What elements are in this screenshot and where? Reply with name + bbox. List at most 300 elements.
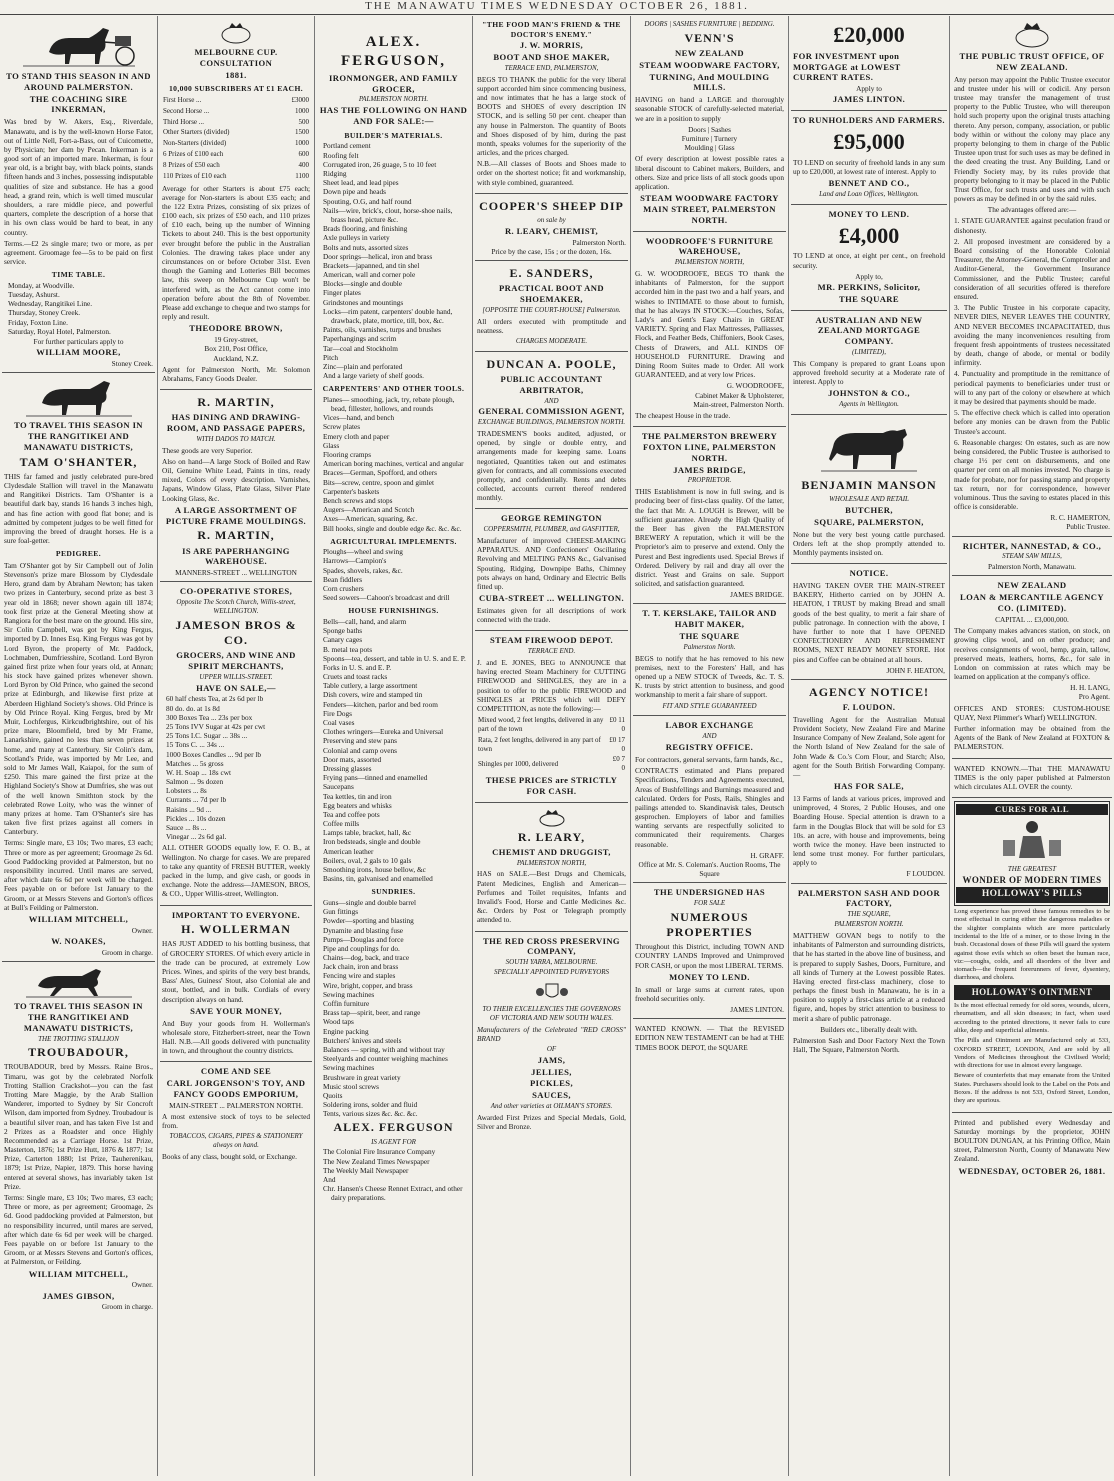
venn-list-item: Doors | Sashes	[688, 124, 731, 134]
manson-title: BENJAMIN MANSON	[801, 478, 937, 493]
masthead-text: THE MANAWATU TIMES WEDNESDAY OCTOBER 26, 1881.	[365, 0, 749, 12]
aus-nz-title: AUSTRALIAN AND NEW ZEALAND MORTGAGE COMPANY.	[815, 314, 923, 347]
public-trust-ad	[952, 16, 1112, 537]
money-to-lend: MONEY TO LEND.	[669, 971, 750, 982]
list-item: Saucepans	[323, 782, 354, 792]
numerous-properties: NUMEROUS PROPERTIES	[666, 910, 753, 940]
ferguson-ad	[317, 16, 470, 1208]
brewery-signature: JAMES BRIDGE.	[730, 590, 784, 600]
list-item: Axes—American, squaring, &c.	[323, 514, 418, 524]
price-amount: £0 7 0	[612, 755, 625, 773]
money-lend-name: MR. PERKINS, Solicitor,	[817, 281, 921, 292]
cup-name: THEODORE BROWN,	[189, 323, 283, 334]
price-item: Sauce ... 8s ...	[166, 823, 207, 833]
poole-subtitle-3: GENERAL COMMISSION AGENT,	[478, 406, 625, 417]
martin-heading-3: IS ARE PAPERHANGING WAREHOUSE.	[182, 545, 290, 567]
venn-subtitle-2: STEAM WOODWARE FACTORY,	[639, 59, 780, 70]
list-item: Sewing machines	[323, 989, 375, 999]
list-item: The Weekly Mail Newspaper	[323, 1165, 409, 1175]
sanders-ad	[475, 261, 628, 352]
column-6	[791, 16, 947, 1476]
price-item: 60 half chests Tea, at 2s 6d per lb	[166, 694, 264, 704]
bakery-notice-ad	[791, 564, 947, 680]
aus-nz-name: JOHNSTON & CO.,	[828, 388, 910, 399]
prize-label: Other Starters (divided)	[163, 128, 230, 137]
tam-oshanter-body: THIS far famed and justly celebrated pure-bred Clydesdale Stallion will travel in the Manawatu and Rangitikei Districts. Tam O'Shanter is a beautiful dark bay, stands 16 hands 3 inches high, and has fine action with good flat bone; and is admitted by competent judges to be well fitted for improving the breed of draught horses. He is a sure foal-getter.	[4, 471, 153, 546]
tam-oshanter-ad	[2, 373, 155, 962]
list-item: Fire Dogs	[323, 708, 352, 718]
red-cross-title: THE RED CROSS PRESERVING COMPANY,	[482, 935, 621, 957]
inkerman-body: Was bred by W. Akers, Esq., Riverdale, Manawatu, and is by the well-known Horse Fator, out of Little Nell, Fort-a-Bass, out of Cuicomette, by Physician; her dam by Pecan. Inkerman is a good sort of an imported mare. Inkerman, is four year old, is a bright bay, with black points, stands fifteen hands and 3 inches, possessing indisputable qualities of size and substance. He has a good head, a grand rein, which is well timed muscular shoulders, a rare middle piece, and powerful quarters, complete the description of a horse that in his own class would be hard to beat, in any country.	[4, 117, 153, 237]
agency-body-2: 13 Farms of lands at various prices, improved and unimproved, 4 Stores, 2 Public Houses, and one Boarding House. Special attention is drawn to a farm in the Douglas Block that will be sold for £3 10s. an acre, with house and improvements, being worth twice the money. Have been instructed to lend some trust money. For further particulars, apply to	[793, 793, 945, 868]
list-item: Powder—sporting and blasting	[323, 916, 414, 926]
list-item: Harrows—Campion's	[323, 556, 387, 566]
advantage-item: 4. Punctuality and promptitude in the remittance of periodical payments to beneficiaries under trust or will to any part of the colony or elsewhere at which it may be desired that payments should be made.	[954, 369, 1110, 407]
sash-subtitle: THE SQUARE,	[847, 910, 891, 919]
leary-body: HAS on SALE.—Best Drugs and Chemicals, Patent Medicines, English and American—Perfumes and Toilet requisites, Infants and Invalid's Food, Horse and Cattle Medicines &c. &c. Orders by Post or Telegraph promptly attended to.	[477, 869, 626, 925]
richter-ad	[952, 537, 1112, 577]
tam-oshanter-groom: W. NOAKES,	[51, 936, 106, 946]
column-rule	[157, 16, 158, 1476]
prize-table	[162, 95, 310, 182]
ferguson-subtitle: IRONMONGER, AND FAMILY GROCER,	[329, 72, 458, 94]
list-item: Clothes wringers—Eureka and Universal	[323, 727, 444, 737]
brewery-title: THE PALMERSTON BREWERY FOXTON LINE, PALMERSTON NORTH.	[641, 431, 778, 463]
leary-title: R. LEARY,	[517, 829, 586, 844]
prize-amount: 1100	[295, 171, 309, 180]
brewery-ad	[633, 427, 786, 604]
labor-name: H. GRAFF.	[750, 850, 784, 860]
agency-name: F. LOUDON.	[842, 702, 896, 712]
advantage-item: 6. Reasonable charges: On estates, such as are now being considered, the Public Trustee is authorised to charge 1½ per cent on disbursements, and one quarter per cent on all monies invested. No charge is made for probate, nor for passing stamp and property tax return, nor for correspondence, however voluminous. Thus the saving to estates placed in this office is considerable.	[954, 437, 1110, 512]
prize-row	[162, 160, 310, 171]
holloway-banner	[954, 801, 1110, 906]
money-lend-title: MONEY TO LEND.	[828, 208, 910, 219]
nz-loan-role: Pro Agent.	[1078, 692, 1110, 702]
royal-crest-icon	[1012, 22, 1052, 48]
list-item: American, wall and corner pole	[323, 270, 416, 280]
cup-address: Box 210, Post Office,	[204, 344, 268, 354]
manson-body: None but the very best young cattle purchased. Orders left at the shop promptly attended to. Monthly payments insisted on.	[793, 529, 945, 557]
holloway-body-3: The Pills and Ointment are Manufactured only at 533, OXFORD STREET, LONDON, And are sold by all Vendors of Medicines throughout the Civilised World; with directions for use in almost every language.	[954, 1037, 1110, 1070]
list-item: Paperhangings and scrim	[323, 334, 397, 344]
sash-factory-ad	[791, 884, 947, 1061]
martin-title: R. MARTIN,	[197, 395, 275, 410]
prize-amount: 1500	[295, 128, 309, 137]
list-item: And a large variety of shelf goods.	[323, 371, 424, 381]
money-lend-ad	[791, 205, 947, 311]
important-heading: IMPORTANT TO EVERYONE.	[171, 909, 301, 920]
list-item: Screw plates	[323, 422, 361, 432]
list-item: Ploughs—wheel and swing	[323, 547, 403, 557]
advantage-item: 5. The effective check which is called into operation before any monies can be drawn from the Public Trustee's account.	[954, 408, 1110, 436]
price-row	[477, 735, 626, 755]
aus-nz-body: This Company is prepared to grant Loans upon approved freehold security at a Moderate rate of interest. Apply to	[793, 358, 945, 387]
list-item: Colonial and camp ovens	[323, 745, 397, 755]
jorgenson-body-3: Books of any class, bought sold, or Exchange.	[162, 1152, 297, 1162]
troubadour-body: TROUBADOUR, bred by Messrs. Raine Bros., Timaru, was got by the celebrated Norfolk Trotting Stallion Crackshot—you can the fast Trotting Mare Maggie, by the Arab Stallion Wanderer, imported to Sydney by Sir Concroft Wilson, dam imported from Sydney. Troubadour is a beautiful silver roan, and has taken Five 1st and 2 Prizes as a Roadster and once Highly Recommended as a Carriage Horse. 1st Prize, Masterton, 1876; 1st Prize Hutt, 1876 & 1877; 1st Prize, Carterton 1880; 1st Prize, Tauherenikau, 1879; 1st Prize, Napier, 1879. This horse having entered at several shows, has invariably taken 1st Prize.	[4, 1062, 153, 1191]
list-item: Spades, shovels, rakes, &c.	[323, 565, 403, 575]
coop-subtitle: Opposite The Scotch Church, Willis-street, WELLINGTON.	[176, 598, 296, 616]
holloway-body: Long experience has proved these famous remedies to be most effectual in curing either the dangerous maladies or the slighter complaints which are more particularly incidental to the life of a miner, or to those living in the bush. Occasional doses of these Pills will guard the system against those evils which so often beset the human race, viz:—coughs, colds, and all disorders of the liver and stomach—the frequent forerunners of fever, dysentery, diarrhoea, and cholera.	[954, 908, 1110, 982]
builders-materials-list	[319, 141, 468, 380]
holloway-body-2: Is the most effectual remedy for old sores, wounds, ulcers, rheumatism, and all skin diseases; in fact, when used according to the printed directions, it never fails to cure alike, deep and superficial ailments.	[954, 1002, 1110, 1034]
agency-heading: HAS FOR SALE,	[834, 781, 904, 792]
ferguson-title: ALEX. FERGUSON,	[340, 34, 447, 69]
properties-body: Throughout this District, including TOWN AND COUNTRY LANDS Improved and Unimproved FOR CASH, or upon the most LIBERAL TERMS.	[635, 942, 784, 970]
agricultural-list	[319, 547, 468, 602]
red-cross-subtitle: SPECIALLY APPOINTED PURVEYORS	[493, 968, 610, 977]
nz-loan-capital: CAPITAL ... £3,000,000.	[995, 614, 1069, 624]
list-item: Soldering irons, solder and fluid	[323, 1100, 418, 1110]
price-item: Matches ... 5s gross	[166, 758, 224, 768]
coat-of-arms-icon	[534, 980, 570, 1002]
list-item: Brass tap—spirit, beer, and range	[323, 1008, 421, 1018]
list-item: Frying pans—tinned and enamelled	[323, 773, 428, 783]
list-item: Gun fittings	[323, 907, 359, 917]
list-item: Wood taps	[323, 1017, 354, 1027]
column-rule	[472, 16, 473, 1476]
sanders-body: All orders executed with promptitude and neatness.	[477, 316, 626, 335]
list-item: Balances — spring, with and without tray	[323, 1044, 445, 1054]
price-amount: £0 11 0	[609, 716, 625, 733]
coop-title: CO-OPERATIVE STORES,	[179, 586, 293, 597]
list-item: Flooring cramps	[323, 450, 372, 460]
list-item: Pipe and couplings for do.	[323, 943, 400, 953]
investment-apply: Apply to	[856, 84, 882, 94]
list-item: Corn crushers	[323, 584, 364, 594]
troubadour-terms: Terms: Single mare, £3 10s; Two mares, £3 each; Three or more, as per agreement; Groomage, 2s 6d. Good paddocking provided at Palmerston, but no responsibility incurred, until mares are served, after which date 6s 6d per week will be charged. Fees payable on or before 1st January to the Groom, or at Messrs Stevens and Gorton's offices, at Palmerston, or Feilding.	[4, 1193, 153, 1267]
poole-body: TRADESMEN'S books audited, adjusted, or opened, by single or double entry, and arrangements made for keeping same. Loans negotiated, Quantities taken out and estimates given for contracts, and all commissions executed promptly, and confidentially. Rents and debts collected, accounts current thereof rendered monthly.	[477, 428, 626, 503]
money-lend-amount: £4,000	[838, 222, 900, 248]
investment-ad	[791, 16, 947, 111]
firewood-body: J. and E. JONES, BEG to ANNOUNCE that having erected Steam Machinery for CUTTING FIREWOOD and SHINGLES, they are in a position to offer to the public FIREWOOD and SHINGLES at PRICES which will DEFY COMPETITION, as note the following:—	[477, 658, 626, 713]
list-item: Spouting, O.G, and half round	[323, 196, 412, 206]
labor-title: LABOR EXCHANGE	[665, 720, 754, 731]
remington-footer: Estimates given for all descriptions of work connected with the trade.	[477, 606, 626, 625]
labor-and: AND	[702, 732, 717, 741]
runholders-name: BENNET AND CO.,	[828, 178, 910, 189]
cup-address: Auckland, N.Z.	[213, 353, 259, 363]
list-item: Wire, bright, copper, and brass	[323, 980, 413, 990]
runholders-body: TO LEND on security of freehold lands in any sum up to £20,000, at lowest rate of interest. Apply to	[793, 157, 945, 176]
bull-illustration	[819, 421, 919, 475]
sash-footer: Palmerston Sash and Door Factory Next the Town Hall, The Square, Palmerston North.	[793, 1036, 945, 1055]
come-and-see: COME AND SEE	[200, 1066, 272, 1077]
firewood-footer: THESE PRICES are STRICTLY FOR CASH.	[485, 775, 618, 796]
list-item: Iron bedsteads, single and double	[323, 837, 421, 847]
jorgenson-body-2: TOBACCOS, CIGARS, PIPES & STATIONERY always on hand.	[169, 1132, 303, 1150]
tam-oshanter-owner: WILLIAM MITCHELL,	[28, 913, 129, 924]
money-lend-place: THE SQUARE	[838, 293, 900, 304]
horse-and-cart-illustration	[19, 22, 139, 68]
list-item: Brads flooring, and finishing	[323, 224, 408, 234]
list-item: Quoits	[323, 1090, 343, 1100]
wollerman-body: HAS JUST ADDED to his bottling business, that of GROCERY STORES. Of which every article in the trade can be procured, at extremely Low Prices. Wines, and spirits of the very best brands, Bass' Ales, Guiness' Stout, also Colonial ale and stout, bottled, and in bulk. Cordials of every description always on hand.	[162, 939, 310, 1004]
red-cross-item: PICKLES,	[529, 1078, 574, 1089]
list-item: Nails—wire, brick's, clout, horse-shoe nails, brass head, picture &c.	[323, 205, 453, 224]
red-cross-of: OF	[546, 1044, 557, 1053]
remington-ad	[475, 509, 628, 631]
price-item: Salmon ... 9s dozen	[166, 777, 224, 787]
firewood-prices	[477, 715, 626, 774]
woodroofe-footer: The cheapest House in the trade.	[635, 410, 731, 420]
sanders-title: E. SANDERS,	[509, 265, 594, 280]
list-item: Down pipe and heads	[323, 187, 387, 197]
holloway-top: CURES FOR ALL	[956, 804, 1108, 815]
prize-amount: £3000	[291, 96, 309, 105]
price-label: Shingles per 1000, delivered	[478, 759, 559, 768]
house-furnishings-heading: HOUSE FURNISHINGS.	[348, 606, 439, 616]
labor-exchange-ad	[633, 716, 786, 883]
nz-loan-body: The Company makes advances station, on stock, on growing clips wool, and on other produce; and receives consignments of wool, hemp, grain, tallow, preserved meats, leathers, horns, &c., for sale in London on commission at rates which may be learned on application at the company's office.	[954, 626, 1110, 682]
time-table-item: Friday, Foxton Line.	[8, 317, 68, 327]
manson-ad	[791, 415, 947, 564]
firewood-ad	[475, 631, 628, 802]
sundries-list	[319, 898, 468, 1119]
pedigree-heading: PEDIGREE.	[55, 549, 102, 559]
poole-and: AND	[544, 396, 559, 405]
prize-amount: 1000	[295, 139, 309, 148]
list-item: Vices—hand, and bench	[323, 413, 395, 423]
list-item: Egg beaters and whisks	[323, 800, 392, 810]
list-item: Door mats, assorted	[323, 754, 382, 764]
time-table-item: Saturday, Royal Hotel, Palmerston.	[8, 326, 111, 336]
list-item: Finger plates	[323, 288, 361, 298]
agency-body: Travelling Agent for the Australian Mutual Provident Society, New Zealand Fire and Marine Insurance Company of New Zealand, Sole agent for the North Island of New Zealand for the sale of John Wade & Co.'s Corn Flour, and Starch; Also, agent for the South British Forwarding Company.—	[793, 714, 945, 779]
nz-loan-title: NEW ZEALAND	[997, 580, 1067, 591]
list-item: Chains—dog, back, and trace	[323, 953, 410, 963]
price-item: Pickles ... 10s dozen	[166, 813, 226, 823]
list-item: Engine packing	[323, 1026, 369, 1036]
list-item: Glass	[323, 440, 340, 450]
agency-title: AGENCY NOTICE!	[809, 684, 929, 699]
list-item: Preserving and stew pans	[323, 736, 397, 746]
column-rule	[314, 16, 315, 1476]
prize-amount: 600	[298, 150, 309, 159]
list-item: Sewing machines	[323, 1063, 375, 1073]
list-item: Coffin furniture	[323, 999, 370, 1009]
column-5	[633, 16, 786, 1476]
ferguson-agent: IS AGENT FOR	[371, 1137, 416, 1146]
labor-address: Office at Mr. S. Coleman's. Auction Rooms, The Square	[638, 860, 781, 879]
list-item: Guns—single and double barrel	[323, 897, 417, 907]
list-item: Tea and coffee pots	[323, 809, 380, 819]
inkerman-ad	[2, 16, 155, 373]
pedigree-body: Tam O'Shanter got by Sir Campbell out of Jolin Stevenson's prize mare Blossom by Clydesdale Hero, grand dam by Abraham Newton; has taken two prizes in Canterbury, second prize as best 3 year old in 1868; never shown again till 1874; took first prize at the General Meeting show at Rangiora for the best mare on the ground. His sire, Sir Colin Campbell, was got by King Fergus, imported by D. Innes Esq. King Fergus was got by Lord Byron, the property of Mr. Paddock, Lochmaben, Dumfriesshire, Scotland. Lord Byron gained first prize when four years old, at Annan; his stock have gained prizes whenever shown. Lord Byron by Old Prince, who gained the second prize at Edinburgh, and likewise first prize at Aberdeen Highland Society's shows. Old Prince is by Old Prince Royal. King Fergus, bred by Mr Muir, Lochfergus, Kirkcudbrightshire, out of his prize mare, Bloomfield, bred by Mr Frame, Lanarkshire, gained no less than seven prizes at home, and many at Canterbury. Sir Colin's dam, Scotland's Pride, was imported by Mr Lee, and sold to Mr James Wall, Kaiapoi, for the sum of £250. This mare gained the first prize at the Highland Society's Show at Dumfries, she was out of the well known Smithton stock by the celebrated Rowe Loity, who was the winner of many prizes at home. Tam O'Shanter's sire has taken five first prizes against all comers in Canterbury.	[4, 560, 153, 837]
list-item: Sponge baths	[323, 626, 363, 636]
runholders-subtitle: Land and Loan Offices, Wellington.	[819, 189, 919, 198]
properties-name: JAMES LINTON.	[730, 1005, 784, 1015]
wollerman-title: H. WOLLERMAN	[181, 922, 291, 937]
list-item: Cruets and toast racks	[323, 672, 388, 682]
woodroofe-address: PALMERSTON NORTH,	[674, 258, 745, 267]
list-item: Carpenter's baskets	[323, 486, 380, 496]
list-item: Dynamite and blasting fuse	[323, 925, 404, 935]
groom-role: Groom in charge.	[101, 1302, 153, 1312]
martin-body: Also on hand—A large Stock of Boiled and Raw Oil, Genuine White Lead, Paints in tins, ready mixed, Colors of every description. Varnishes, Japans, Window Glass, Plate Glass, Silver Plate Looking Glass, &c.	[162, 456, 310, 503]
column-rule	[949, 16, 950, 1476]
red-cross-item: SAUCES,	[532, 1090, 571, 1101]
undersigned-title: THE UNDERSIGNED HAS	[653, 887, 766, 898]
list-item: Roofing felt	[323, 150, 359, 160]
carpenters-tools-heading: CARPENTERS' AND OTHER TOOLS.	[322, 384, 465, 394]
sash-body: MATTHEW GOVAN begs to notify to the inhabitants of Palmerston and surrounding districts, that he has started in the above line of business, and is prepared to supply Sashes, Doors, Furniture, and all kinds of Turnery at the Lowest possible Rates. Having erected first-class machinery, close to perhaps the finest bush in Manawatu, he is in a position to supply a first-class article at a reduced figure, and, hopes by strict attention to business to merit a share of public patronage.	[793, 930, 945, 1023]
price-row	[477, 715, 626, 735]
owner-role: Owner.	[131, 925, 153, 935]
list-item: Bells—call, hand, and alarm	[323, 616, 407, 626]
properties-ad	[633, 883, 786, 1019]
time-table-item: Tuesday, Ashurst.	[8, 290, 60, 300]
public-trust-role: Public Trustee.	[1066, 522, 1110, 532]
troubadour-groom: JAMES GIBSON,	[42, 1290, 115, 1301]
list-item: Axle pulleys in variety	[323, 233, 390, 243]
venn-ad	[633, 16, 786, 232]
cooper-ad	[475, 194, 628, 261]
poole-ad	[475, 352, 628, 510]
woodroofe-body: G. W. WOODROOFE, BEGS TO thank the inhabitants of Palmerston, for the support accorded him in the past two and a half years, and wishes to INTIMATE to those about to furnish, that he has always IN STOCK:—Couches, Sofas, Lady's and Gent's Easy Chairs in GREAT VARIETY. Spring and Flax Mattresses, Palliasses, Flock, and Feather Beds, Chiffoniers, Book Cases, Chests of Drawers, and ALL KINDS OF HOUSEHOLD FURNITURE. Drawing and Dining Room Suites made to Order. All work GUARANTEED, and at very low Prices.	[635, 269, 784, 380]
price-item: 1000 Boxes Candles ... 9d per lb	[166, 749, 262, 759]
jorgenson-ad	[160, 1062, 312, 1167]
list-item: Bean fiddlers	[323, 574, 363, 584]
wanted-known-body: WANTED KNOWN.—That THE MANAWATU TIMES is the only paper published at Palmerston which circulates ALL OVER the county.	[954, 763, 1110, 791]
owner-role: Owner.	[131, 1280, 153, 1290]
kerslake-footer: FIT AND STYLE GUARANTEED	[662, 701, 757, 710]
properties-body-2: In small or large sums at current rates, upon freehold securities only.	[635, 984, 784, 1003]
runholders-ad	[791, 111, 947, 205]
money-lend-apply: Apply to,	[855, 271, 883, 281]
martin-note: These goods are very Superior.	[162, 445, 253, 455]
cup-body: Average for other Starters is about £75 each; average for Non-starters is about £35 each; and the 122 Extra Prizes, consisting of six prizes of £100 each, six prizes of £50 each, and 110 prizes of £10 each, being up the number of Winning Tickets to about 240. This is the best opportunity ever brought before the public in the Australian Colonies. The drawing takes place under any circumstances on or before October 31st. Even though the Gaming and Lotteries Bill becomes law, this sweep on Melbourne Cup won't be interfered with, as the Act cannot come into operation before about the 8th of November. Please add exchange to cheque and two stamps for reply and result.	[162, 183, 310, 322]
holloway-body-4: Beware of counterfeits that may emanate from the United States. Purchasers should look to the Label on the Pots and Boxes. If the address is not 533, Oxford Street, London, they are spurious.	[954, 1072, 1110, 1105]
advantage-item: 3. The Public Trustee in his corporate capacity, NEVER DIES, NEVER LEAVES THE COUNTRY, AND NEVER BECOMES INCAPACITATED, thus avoiding the many inconveniences resulting from frequent fresh appointments of trustees necessitated by death, change of abode, or mental or bodily infirmity.	[954, 303, 1110, 368]
prize-row	[162, 117, 310, 128]
investment-amount: £20,000	[833, 22, 905, 47]
wanted-testament-body: WANTED KNOWN. — That the REVISED EDITION NEW TESTAMENT can be had at THE TIMES BOOK DEPOT, the SQUARE	[635, 1024, 784, 1052]
woodroofe-name: G. WOODROOFE,	[726, 381, 784, 391]
list-item: American boring machines, vertical and angular	[323, 459, 464, 469]
list-item: Butchers' knives and steels	[323, 1035, 402, 1045]
list-item: Blocks—single and double	[323, 279, 403, 289]
inkerman-place: Stoney Creek.	[111, 359, 153, 369]
tam-oshanter-title: TO TRAVEL THIS SEASON IN THE RANGITIKEI AND MANAWATU DISTRICTS,	[14, 420, 143, 452]
venn-title: VENN'S	[684, 30, 735, 45]
list-item: Pitch	[323, 352, 338, 362]
richter-address: Palmerston North, Manawatu.	[988, 562, 1076, 572]
list-item: Fencing wire and staples	[323, 971, 396, 981]
martin-subtitle: HAS DINING AND DRAWING-ROOM, AND PASSAGE PAPERS,	[166, 412, 306, 434]
list-item: Locks—rim patent, carpenters' double hand, drawback, plate, mortice, till, box, &c.	[323, 306, 453, 326]
list-item: Corrugated iron, 26 guage, 5 to 10 feet	[323, 159, 437, 169]
figure-illustration	[997, 818, 1067, 862]
jameson-ad	[160, 582, 312, 905]
holloway-ointment: HOLLOWAY'S OINTMENT	[954, 985, 1110, 1000]
list-item: Lamps table, bracket, hall, &c	[323, 828, 412, 838]
morris-address: TERRACE END, PALMERSTON,	[504, 63, 599, 72]
prize-label: Non-Starters (divided)	[163, 139, 227, 148]
troubadour-owner: WILLIAM MITCHELL,	[28, 1268, 129, 1279]
list-item: Basins, tin, galvanised and enamelled	[323, 874, 433, 884]
prize-amount: 1000	[295, 106, 309, 115]
public-trust-body: Any person may appoint the Public Trustee executor and trustee under his will or codicil. Any person trustee may transfer the management of trust property to the Public Trustee, who will thereupon hold such property upon the original trusts attaching thereto. Any person, company, association, or public body within or without the colony may place any property belonging to them in charge of the Public Trustee upon trust for such uses as may be defined in the deed creating the trust. Any Building, Land or Friendly Society may, by its rules provide that property belonging to it may be placed in the Public Trust Office, for such trusts and uses and with such powers as may be defined in or by the said rules.	[954, 74, 1110, 204]
venn-top: DOORS | SASHES FURNITURE | BEDDING.	[644, 20, 775, 28]
masthead	[0, 0, 1114, 15]
morris-ad	[475, 16, 628, 194]
cooper-price: Price by the case, 15s ; or the dozen, 16s.	[491, 246, 612, 256]
jameson-body: ALL OTHER GOODS equally low, F. O. B., at Wellington. No charge for cases. We are prepared to take any quantity of FRESH BUTTER, weekly packed in the lump, and give cash, or goods in exchange. Note the address—JAMESON, BROS, & CO., Upper Willis-street, Wellington.	[162, 843, 310, 899]
labor-title-2: REGISTRY OFFICE.	[665, 742, 754, 753]
advantage-item: 1. STATE GUARANTEE against peculation fraud or dishonesty.	[954, 216, 1110, 235]
cooper-subtitle: on sale by	[537, 215, 566, 224]
prize-row	[162, 106, 310, 117]
jorgenson-title: CARL JORGENSON'S TOY, AND FANCY GOODS EMPORIUM,	[166, 1078, 306, 1100]
agency-signature: F LOUDON.	[906, 869, 945, 879]
jameson-title: JAMESON BROS & CO.	[175, 617, 297, 647]
red-cross-item: JAMS,	[537, 1054, 566, 1065]
price-item: Currants ... 7d per lb	[166, 795, 227, 805]
woodroofe-ad	[633, 232, 786, 427]
inkerman-owner: WILLIAM MOORE,	[36, 347, 121, 358]
poole-title: DUNCAN A. POOLE,	[486, 356, 617, 371]
richter-subtitle: STEAM SAW MILLS,	[1002, 552, 1062, 561]
list-item: The New Zealand Times Newspaper	[323, 1156, 430, 1166]
list-item: Seed sowers—Cahoon's broadcast and drill	[323, 593, 450, 603]
agricultural-heading: AGRICULTURAL IMPLEMENTS.	[330, 536, 457, 546]
nz-loan-footer: Further information may be obtained from the Agents of the Bank of New Zealand at FOXTON & PALMERSTON.	[954, 724, 1110, 752]
column-1	[2, 16, 155, 1476]
notice-heading: NOTICE.	[849, 568, 889, 579]
imprint-date: WEDNESDAY, OCTOBER 26, 1881.	[958, 1165, 1106, 1176]
list-item: American leather	[323, 846, 374, 856]
list-item: Brackets—japanned, and tin shel	[323, 260, 420, 270]
holloway-pills: HOLLOWAY'S PILLS	[956, 887, 1108, 903]
price-item: 15 Tons C. ... 34s ...	[166, 740, 225, 750]
tam-oshanter-terms: Terms: Single mare, £3 10s; Two mares, £3 each; Three or more as per agreement; Groomage 2s 6d. Good Paddocking provided at Palmerston, but no responsibility incurred. Until mares are served, after which date 6s 6d per week will be charged. Fees payable on or before 1st January to the Groom, or at Messrs Stevens and Gorton's offices at Bull's Feilding or Palmerston.	[4, 838, 153, 912]
list-item: Door springs—helical, iron and brass	[323, 251, 433, 261]
martin-ad	[160, 390, 312, 582]
list-item: Tar—coal and Stockholm	[323, 343, 398, 353]
agency-notice-ad	[791, 680, 947, 884]
prize-row	[162, 171, 310, 182]
public-trust-title: THE PUBLIC TRUST OFFICE, OF NEW ZEALAND.	[959, 51, 1105, 72]
list-item: Portland cement	[323, 141, 371, 151]
list-item: Bits—screw, centre, spoon and gimlet	[323, 477, 434, 487]
list-item: Boilers, oval, 2 gals to 10 gals	[323, 855, 412, 865]
nz-loan-subtitle: LOAN & MERCANTILE AGENCY CO. (LIMITED).	[959, 592, 1104, 614]
list-item: Bill hooks, single and double edge &c. &c. &c.	[323, 523, 462, 533]
save-money-heading: SAVE YOUR MONEY,	[190, 1005, 282, 1016]
brewery-body: THIS Establishment is now in full swing, and is producing beer of first-class quality. Of the latter, the fact that Mr. A. LOUGH is Brewer, will be sufficient guarantee. Already the High Quality of the Beer has given the PALMERSTON BREWERY A reputation, which it will be the Proprietor's aim to preserve and extend. Only the Purest and Best ingredients used. Special Brews if Ordered. Delivery by rail and dray all over the district. Yeast and Grains on sale. Support solicited, and satisfaction guaranteed.	[635, 487, 784, 589]
aus-nz-mortgage-ad	[791, 311, 947, 416]
jameson-sale: HAVE ON SALE,—	[196, 682, 276, 693]
wanted-known-ad	[952, 759, 1112, 799]
price-item: Vinegar ... 2s 6d gal.	[166, 832, 227, 842]
prize-label: Third Horse ...	[163, 117, 205, 126]
price-item: Raisins ... 9d ...	[166, 804, 212, 814]
advantage-item: 2. All proposed investment are considered by a Board consisting of the Honorable Colonial Treasurer, the Attorney-General, the Comptroller and Auditor-General, the Government Insurance Commissioner, and the Public Trustee; careful consideration of all securities offered is therefore ensured.	[954, 236, 1110, 301]
list-item: Music stool screws	[323, 1081, 379, 1091]
list-item: Tea kettles, tin and iron	[323, 791, 392, 801]
list-item: Dressing glasses	[323, 763, 372, 773]
column-2	[160, 16, 312, 1476]
prize-row	[162, 127, 310, 138]
poole-subtitle: PUBLIC ACCOUNTANT ARBITRATOR,	[500, 373, 603, 395]
list-item: Spoons—tea, dessert, and table in U. S. and E. P.	[323, 653, 466, 663]
imprint-body: Printed and published every Wednesday and Saturday mornings by the proprietor, JOHN BOULTON DUNGAN, at his Printing Office, Main street, Palmerston North, County of Manawatu New Zealand.	[954, 1117, 1110, 1164]
public-trust-name: R. C. HAMERTON,	[1050, 513, 1110, 523]
red-cross-item: JELLIES,	[531, 1066, 572, 1077]
list-item: Pumps—Douglas and force	[323, 934, 404, 944]
